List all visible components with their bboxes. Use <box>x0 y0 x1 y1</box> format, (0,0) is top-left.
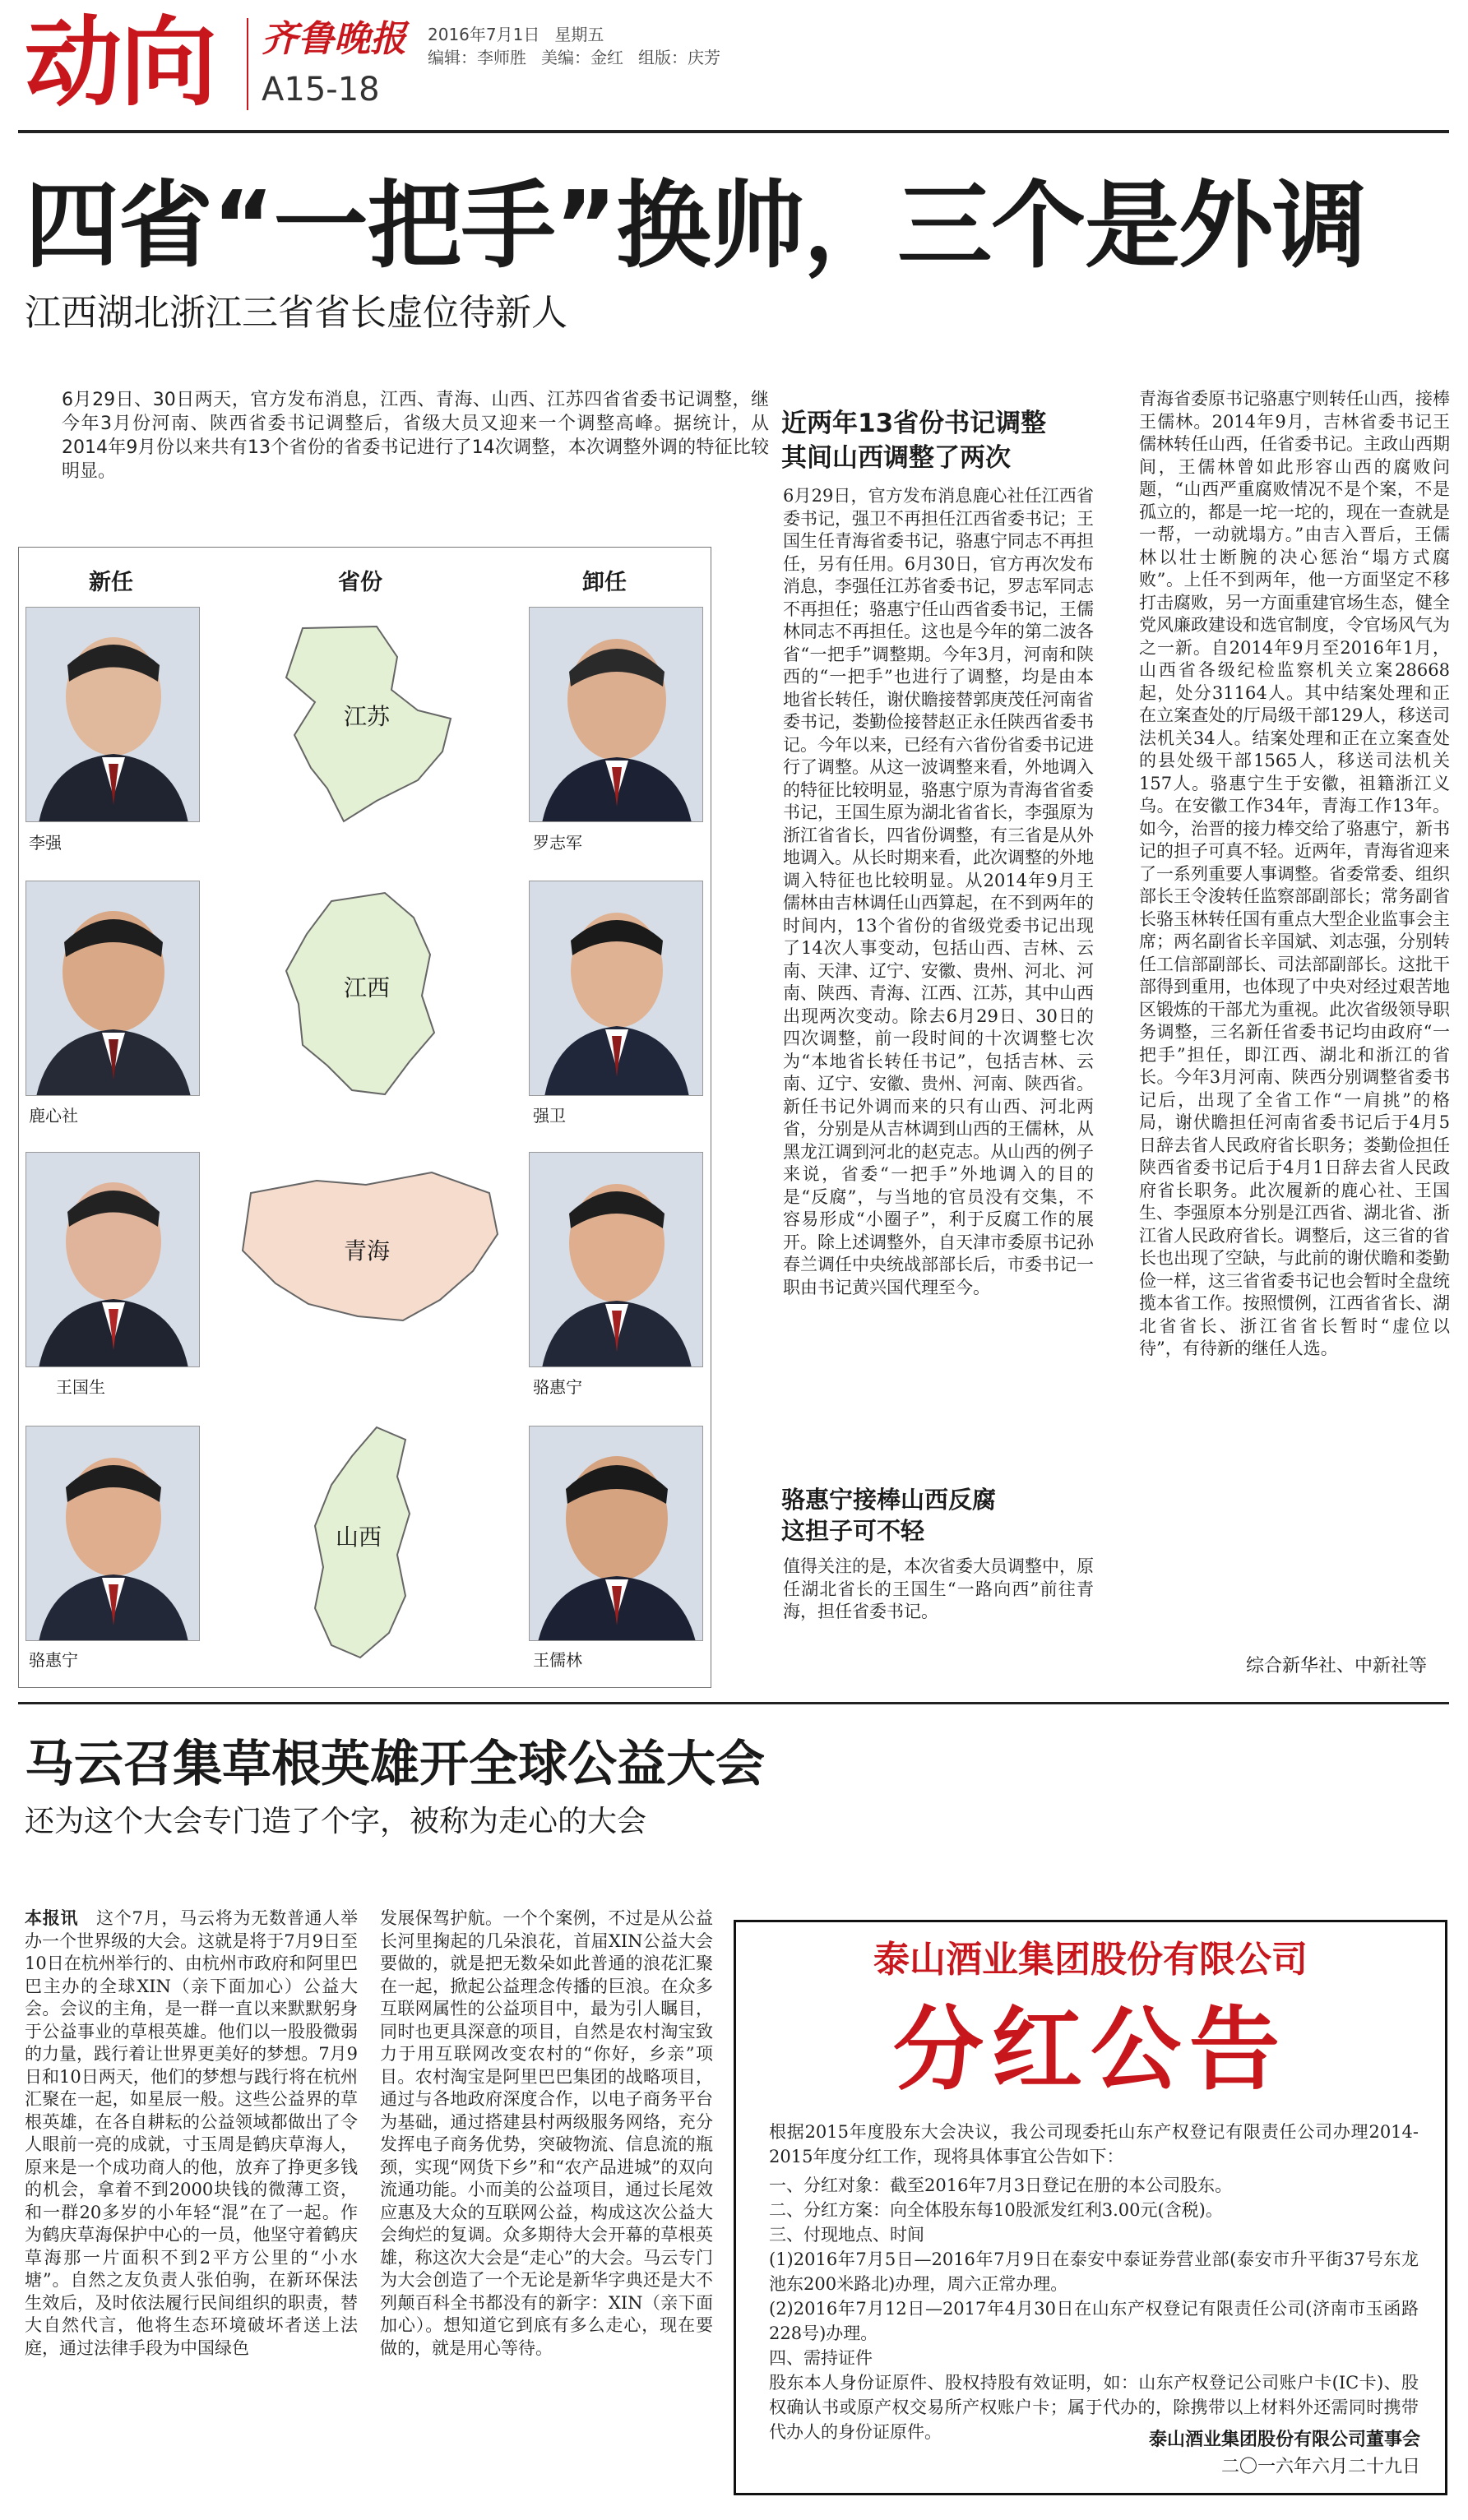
notice-signer: 泰山酒业集团股份有限公司董事会 <box>1148 2430 1420 2450</box>
portrait-new <box>25 607 200 822</box>
masthead-rule <box>18 130 1449 133</box>
headline-2: 马云召集草根英雄开全球公益大会 <box>25 1736 765 1793</box>
caption-new: 王国生 <box>56 1377 105 1397</box>
subheadline-2-text: 还为这个大会专门造了个字，被称为走心的大会 <box>25 1805 647 1838</box>
caption-old: 王儒林 <box>533 1650 582 1670</box>
issue-date: 2016年7月1日 <box>428 25 540 44</box>
caption-new: 鹿心社 <box>29 1106 78 1126</box>
notice-item: 一、分红对象：截至2016年7月3日登记在册的本公司股东。 <box>769 2176 1233 2195</box>
column-heading-line: 其间山西调整了两次 <box>781 443 1011 473</box>
portrait-image <box>530 1153 703 1367</box>
notice-date: 二〇一六年六月二十九日 <box>1220 2457 1420 2477</box>
portrait-image <box>530 881 703 1096</box>
notice-item: 股东本人身份证原件、股权持股有效证明，如：山东产权登记公司账户卡(IC卡)、股权确认书或原产权交易所产权账户卡；属于代办的，除携带以上材料外还需同时携带代办人的身份证原件。 <box>769 2373 1419 2442</box>
notice-item: (1)2016年7月5日—2016年7月9日在泰安中泰证券营业部(泰安市升平街37号东龙池东200米路北)办理，周六正常办理。 <box>769 2250 1419 2294</box>
article-column-2: 青海省委原书记骆惠宁则转任山西，接棒王儒林。2014年9月，吉林省委书记王儒林转任山西，任省委书记。主政山西期间，王儒林曾如此形容山西的腐败问题，“山西严重腐败情况不是个案，不是孤立的，都是一坨一坨的，现在一查就是一帮，一动就塌方。”由吉入晋后，王儒林以壮士断腕的决心惩治“塌方式腐败”。上任不到两年，他一方面坚定不移打击腐败，另一方面重建官场生态，健全党风廉政建设和选官制度，令官场风气为之一新。自2014年9月至2016年1月，山西省各级纪检监察机关立案28668起，处分31164人。其中结案处理和正在立案查处的厅局级干部129人，移送司法机关34人。结案处理和正在立案查处的县处级干部1565人，移送司法机关157人。骆惠宁生于安徽，祖籍浙江义乌。在安徽工作34年，青海工作13年。如今，治晋的接力棒交给了骆惠宁，新书记的担子可真不轻。近两年，青海省迎来了一系列重要人事调整。省委常委、组织部长王令浚转任监察部副部长；常务副省长骆玉林转任国有重点大型企业监事会主席；两名副省长辛国斌、刘志强，分别转任工信部副部长、司法部副部长。这批干部得到重用，也体现了中央对经过艰苦地区锻炼的干部尤为重视。此次省级领导职务调整，三名新任省委书记均由政府“一把手”担任，即江西、湖北和浙江的省长。今年3月河南、陕西分别调整省委书记后，出现了全省工作“一肩挑”的格局，谢伏瞻担任河南省委书记后于4月5日辞去省人民政府省长职务；娄勤俭担任陕西省委书记后于4月1日辞去省人民政府省长职务。此次履新的鹿心社、王国生、李强原本分别是江西省、湖北省、浙江省人民政府省长。调整后，这三省的省长也出现了空缺，与此前的谢伏瞻和娄勤俭一样，这三省省委书记也会暂时全盘统揽本省工作。按照惯例，江西省省长、湖北省省长、浙江省省长暂时“虚位以待”，有待新的继任人选。 <box>1139 389 1450 1358</box>
notice-item: 三、付现地点、时间 <box>769 2225 924 2245</box>
notice-title: 分红公告 <box>893 1997 1288 2102</box>
article2-column-1-text: 这个7月，马云将为无数普通人举办一个世界级的大会。这就是将于7月9日至10日在杭州举行的、由杭州市政府和阿里巴巴主办的全球XIN（亲下面加心）公益大会。会议的主角，是一群一直以来默默躬身于公益事业的草根英雄。他们以一股股微弱的力量，践行着让世界更美好的梦想。7月9日和10日两天，他们的梦想与践行将在杭州汇聚在一起，如星辰一般。这些公益界的草根英雄，在各自耕耘的公益领域都做出了令人眼前一亮的成就，寸玉周是鹤庆草海人，原来是一个成功商人的他，放弃了挣更多钱的机会，拿着不到2000块钱的微薄工资，和一群20多岁的小年轻“混”在了一起。作为鹤庆草海保护中心的一员，他坚守着鹤庆草海那一片面积不到2平方公里的“小水塘”。自然之友负责人张伯驹，在新环保法生效后，及时依法履行民间组织的职责，替大自然代言，他将生态环境破坏者送上法庭，通过法律手段为中国绿色 <box>25 1908 358 2358</box>
leadership-figure <box>18 547 711 1688</box>
article-column-1: 6月29日，官方发布消息鹿心社任江西省委书记，强卫不再担任江西省委书记；王国生任青海省委书记，骆惠宁同志不再担任，另有任用。6月30日，官方再次发布消息，李强任江苏省委书记，罗志军同志不再担任；骆惠宁任山西省委书记，王儒林同志不再担任。这也是今年的第二波各省“一把手”调整期。今年3月，河南和陕西的“一把手”也进行了调整，均是由本地省长转任，谢伏瞻接替郭庚茂任河南省委书记，娄勤俭接替赵正永任陕西省委书记。今年以来，已经有六省份省委书记进行了调整。从这一波调整来看，外地调入的特征比较明显，骆惠宁原为青海省省委书记，王国生原为湖北省省长，李强原为浙江省省长，四省份调整，有三省是从外地调入。从长时期来看，此次调整的外地调入特征也比较明显。从2014年9月王儒林由吉林调任山西算起，在不到两年的时间内，13个省份的省级党委书记出现了14次人事变动，包括山西、吉林、云南、天津、辽宁、安徽、贵州、河北、河南、陕西、青海、江西、江苏，其中山西出现两次变动。除去6月29日、30日的四次调整，前一段时间的十次调整七次为“本地省长转任书记”，包括吉林、云南、辽宁、安徽、贵州、河南、陕西省。新任书记外调而来的只有山西、河北两省，分别是从吉林调到山西的王儒林，从黑龙江调到河北的赵克志。从山西的例子来说，省委“一把手”外地调入的目的是“反腐”，与当地的官员没有交集，不容易形成“小圈子”，利于反腐工作的展开。除上述调整外，自天津市委原书记孙春兰调任中央统战部部长后，市委书记一职由书记黄兴国代理至今。 <box>783 486 1094 1297</box>
issue-meta <box>428 23 735 69</box>
portrait-old <box>529 607 703 822</box>
portrait-image <box>26 1153 200 1367</box>
notice-intro: 根据2015年度股东大会决议，我公司现委托山东产权登记有限责任公司办理2014-2015年度分红工作，现将具体事宜公告如下： <box>769 2122 1419 2166</box>
portrait-image <box>26 608 200 822</box>
editor: 编辑：李师胜 <box>428 48 526 67</box>
province-label: 青海 <box>344 1237 391 1265</box>
column-heading-line: 骆惠宁接棒山西反腐 <box>781 1486 997 1514</box>
portrait-old <box>529 1152 703 1367</box>
section-rule <box>18 1702 1449 1704</box>
notice-items <box>769 2173 1419 2444</box>
section-title: 动向 <box>25 6 216 119</box>
column-heading-line: 这担子可不轻 <box>781 1517 925 1545</box>
designer: 美编：金红 <box>541 48 623 67</box>
portrait-image <box>530 1426 703 1641</box>
province-label: 山西 <box>336 1524 382 1551</box>
caption-old: 罗志军 <box>533 833 582 853</box>
notice-company: 泰山酒业集团股份有限公司 <box>873 1939 1308 1981</box>
portrait-new <box>25 881 200 1096</box>
portrait-image <box>26 1426 200 1641</box>
province-label: 江苏 <box>344 703 391 730</box>
headline: 四省“一把手”换帅，三个是外调 <box>25 171 1367 281</box>
article2-column-1 <box>25 1907 358 2508</box>
caption-new: 骆惠宁 <box>29 1650 78 1670</box>
article2-column-2: 发展保驾护航。一个个案例，不过是从公益长河里掬起的几朵浪花，首届XIN公益大会要做的，就是把无数朵如此普通的浪花汇聚在一起，掀起公益理念传播的巨浪。在众多互联网属性的公益项目中，最为引人瞩目，同时也更具深意的项目，自然是农村淘宝致力于用互联网改变农村的“你好，乡亲”项目。农村淘宝是阿里巴巴集团的战略项目，通过与各地政府深度合作，以电子商务平台为基础，通过搭建县村两级服务网络，充分发挥电子商务优势，突破物流、信息流的瓶颈，实现“网货下乡”和“农产品进城”的双向流通功能。小而美的公益项目，通过长尾效应惠及大众的互联网公益，构成这次公益大会绚烂的复调。众多期待大会开幕的草根英雄，称这次大会是“走心”的大会。马云专门为大会创造了一个无论是新华字典还是大不列颠百科全书都没有的新字：XIN（亲下面加心）。想知道它到底有多么走心，现在要做的，就是用心等待。 <box>380 1908 713 2358</box>
column-heading-line: 近两年13省份书记调整 <box>781 409 1047 438</box>
portrait-old <box>529 881 703 1096</box>
proofreader: 组版：庆芳 <box>638 48 720 67</box>
byline: 本报讯 <box>25 1908 79 1928</box>
caption-new: 李强 <box>29 833 62 853</box>
page-number: A15-18 <box>262 71 380 109</box>
article-column-1-tail: 值得关注的是，本次省委大员调整中，原任湖北省长的王国生“一路向西”前往青海，担任省委书记。 <box>783 1556 1094 1621</box>
dividend-notice <box>734 1920 1447 2495</box>
header-province: 省份 <box>338 570 382 595</box>
header-new: 新任 <box>89 570 133 595</box>
header-old: 卸任 <box>582 570 627 595</box>
notice-item: 四、需持证件 <box>769 2348 873 2368</box>
caption-old: 强卫 <box>533 1106 566 1126</box>
subheadline: 江西湖北浙江三省省长虚位待新人 <box>25 292 567 334</box>
portrait-old <box>529 1426 703 1641</box>
portrait-new <box>25 1152 200 1367</box>
masthead-divider <box>247 18 248 110</box>
notice-item: 二、分红方案：向全体股东每10股派发红利3.00元(含税)。 <box>769 2200 1223 2220</box>
caption-old: 骆惠宁 <box>533 1377 582 1397</box>
column-heading-1 <box>781 406 1077 475</box>
newspaper-logo: 齐鲁晚报 <box>262 18 406 60</box>
province-label: 江西 <box>344 974 391 1001</box>
subheadline-2 <box>25 1802 646 1842</box>
column-heading-2 <box>781 1484 1077 1547</box>
notice-item: (2)2016年7月12日—2017年4月30日在山东产权登记有限责任公司(济南市玉函路228号)办理。 <box>769 2299 1419 2343</box>
portrait-new <box>25 1426 200 1641</box>
source-credit: 综合新华社、中新社等 <box>1246 1656 1428 1676</box>
issue-weekday: 星期五 <box>554 25 604 44</box>
portrait-image <box>530 608 703 822</box>
portrait-image <box>26 881 200 1096</box>
lead-paragraph: 6月29日、30日两天，官方发布消息，江西、青海、山西、江苏四省省委书记调整，继今年3月份河南、陕西省委书记调整后，省级大员又迎来一个调整高峰。据统计，从2014年9月份以来共有13个省份的省委书记进行了14次调整，本次调整外调的特征比较明显。 <box>62 390 769 482</box>
